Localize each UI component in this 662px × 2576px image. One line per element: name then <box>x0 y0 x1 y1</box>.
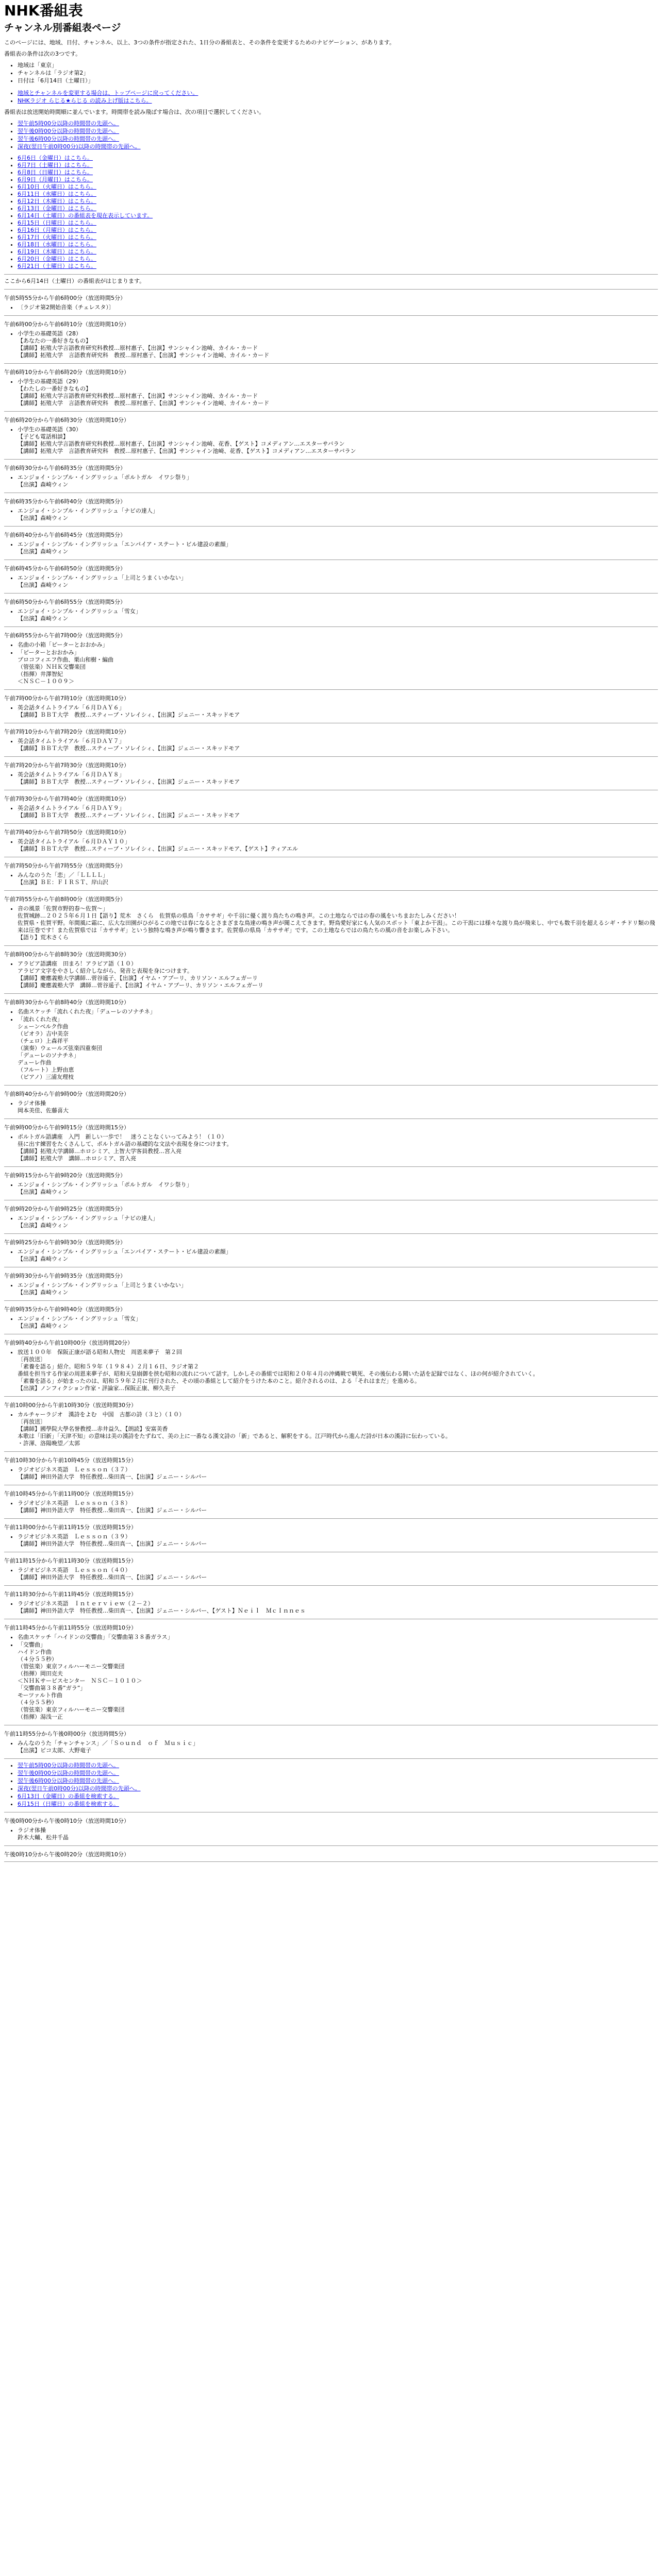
program-items <box>4 1466 658 1481</box>
program-item: • エンジョイ・シンプル・イングリッシュ「ナビの達人」 【出演】森崎ウィン <box>18 1215 658 1229</box>
program-item: • エンジョイ・シンプル・イングリッシュ「エンパイア・ステート・ビル建設の素顔」 【出演】森崎ウィン <box>18 541 658 555</box>
program-item: • ラジオビジネス英語 Ｉｎｔｅｒｖｉｅｗ（２－２） 【講師】神田外語大学 特任教授…柴田真一、【出演】ジェニー・シルバー、【ゲスト】Ｎｅｉｌ ＭｃＩｎｎｅｓ <box>18 1600 658 1615</box>
divider <box>4 315 658 316</box>
program-item: • エンジョイ・シンプル・イングリッシュ「ナビの達人」 【出演】森崎ウィン <box>18 507 658 522</box>
program-items <box>4 1248 658 1263</box>
program-items <box>4 805 658 819</box>
schedule-list <box>4 295 658 1759</box>
program-item: • ラジオビジネス英語 Ｌｅｓｓｏｎ（４０） 【講師】神田外語大学 特任教授…柴田真一、【出演】ジェニー・シルバー <box>18 1567 658 1581</box>
program-time: 午前6時20分から午前6時30分（放送時間10分） <box>4 417 129 423</box>
condition-region: • 地域は「東京」 <box>18 62 658 69</box>
program-items <box>4 1315 658 1330</box>
program-slot <box>4 1402 658 1447</box>
date-link[interactable]: 6月7日（土曜日）はこちら。 <box>18 162 93 168</box>
program-items <box>4 474 658 488</box>
program-time: 午前10時45分から午前11時00分（放送時間15分） <box>4 1490 137 1497</box>
program-items <box>4 574 658 589</box>
divider <box>4 1118 658 1119</box>
date-link[interactable]: 6月14日（土曜日）の番組表を現在表示しています。 <box>18 212 153 219</box>
date-link[interactable]: 6月15日（日曜日）はこちら。 <box>18 219 96 226</box>
program-time: 午前7時55分から午前8時00分（放送時間5分） <box>4 896 126 903</box>
program-item: • エンジョイ・シンプル・イングリッシュ「上司とうまくいかない」 【出演】森崎ウィン <box>18 574 658 589</box>
date-link[interactable]: 6月18日（水曜日）はこちら。 <box>18 241 96 248</box>
program-slot <box>4 532 658 555</box>
intro-text: このページには、地域、日付、チャンネル、以上、3つの条件が指定された、1日分の番組表と、その条件を変更するためのナビゲーション、があります。 <box>4 39 395 46</box>
program-items <box>4 960 658 989</box>
program-items <box>4 641 658 685</box>
program-time: 午前6時00分から午前6時10分（放送時間10分） <box>4 321 129 328</box>
date-link[interactable]: 6月16日（月曜日）はこちら。 <box>18 227 96 233</box>
program-time: 午後0時00分から午後0時10分（放送時間10分） <box>4 1818 129 1824</box>
conditions-label: 番組表の条件は次の3つです。 <box>4 50 81 57</box>
divider <box>4 993 658 994</box>
divider <box>4 1166 658 1167</box>
program-time: 午前6時30分から午前6時35分（放送時間5分） <box>4 465 126 471</box>
program-items <box>4 507 658 522</box>
date-link[interactable]: 6月17日（火曜日）はこちら。 <box>18 234 96 241</box>
bottom-nav-link[interactable]: 翌午前5時00分以降の時間帯の先頭へ。 <box>18 1762 119 1769</box>
date-links <box>4 155 658 270</box>
program-time: 午前6時40分から午前6時45分（放送時間5分） <box>4 532 126 538</box>
divider <box>4 411 658 412</box>
program-slot <box>4 465 658 488</box>
program-slot <box>4 369 658 407</box>
program-item: • ラジオ体操 鈴木大輔、松井千晶 <box>18 1827 658 1841</box>
program-items <box>4 1181 658 1196</box>
program-time: 午前9時15分から午前9時20分（放送時間5分） <box>4 1172 126 1179</box>
program-slot <box>4 295 658 311</box>
program-time: 午前9時00分から午前9時15分（放送時間15分） <box>4 1124 129 1131</box>
time-nav-intro: 番組表は放送開始時間順に並んでいます。時間帯を読み飛ばす場合は、次の項目で選択してください。 <box>4 109 265 115</box>
divider <box>4 890 658 891</box>
program-time: 午前7時20分から午前7時30分（放送時間10分） <box>4 762 129 769</box>
program-item: • 「交響曲」 ハイドン作曲 （４分５５秒） （管弦楽）東京フィルハーモニー交響楽団 （指揮）岡田克夫 ＜ＮＨＫサービスセンター ＮＳＣ－１０１０＞ 「交響曲第３８番”ガラ”」 モーツァルト作曲 （４分５５秒） （管弦楽）東京フィルハーモニー交響楽団 （指揮）湯浅一正 <box>18 1641 658 1721</box>
divider <box>4 1518 658 1519</box>
program-items <box>4 1133 658 1162</box>
date-list-item <box>18 212 658 219</box>
schedule-intro: ここから6月14日（土曜日）の番組表がはじまります。 <box>4 278 145 284</box>
divider <box>4 1233 658 1234</box>
divider <box>4 823 658 824</box>
back-to-top-link[interactable]: 地域とチャンネルを変更する場合は、トップページに戻ってください。 <box>18 90 198 96</box>
program-time: 午前11時00分から午前11時15分（放送時間15分） <box>4 1524 137 1531</box>
date-link[interactable]: 6月6日（金曜日）はこちら。 <box>18 155 93 161</box>
program-slot <box>4 951 658 989</box>
jump-6pm-link[interactable]: 翌午後6時00分以降の時間帯の先頭へ。 <box>18 135 119 142</box>
program-item: • ラジオビジネス英語 Ｌｅｓｓｏｎ（３９） 【講師】神田外語大学 特任教授…柴田真一、【出演】ジェニー・シルバー <box>18 1533 658 1548</box>
program-items <box>4 1349 658 1392</box>
divider <box>4 363 658 364</box>
program-time: 午前6時50分から午前6時55分（放送時間5分） <box>4 599 126 605</box>
program-item: • 英会話タイムトライアル「６月ＤＡＹ８」 【講師】ＢＢＴ大学 教授…スティーブ・ソレイシィ、【出演】ジェニー・スキッドモア <box>18 771 658 786</box>
program-item: • エンジョイ・シンプル・イングリッシュ「雪女」 【出演】森崎ウィン <box>18 608 658 622</box>
divider <box>4 1861 658 1862</box>
program-items <box>4 378 658 407</box>
divider <box>4 274 658 275</box>
program-time: 午前11時30分から午前11時45分（放送時間15分） <box>4 1591 137 1598</box>
program-time: 午前9時35分から午前9時40分（放送時間5分） <box>4 1306 126 1313</box>
jump-5am-link[interactable]: 翌午前5時00分以降の時間帯の先頭へ。 <box>18 120 119 127</box>
program-item: • エンジョイ・シンプル・イングリッシュ「エンパイア・ステート・ビル建設の素顔」 【出演】森崎ウィン <box>18 1248 658 1263</box>
condition-channel: • チャンネルは「ラジオ第2」 <box>18 70 658 77</box>
program-item: • 小学生の基礎英語（28） 【あなたの一番好きなもの】 【講師】拓殖大学言語教育研究科教授…原村惠子、【出演】サンシャイン池崎、カイル・カード 【講師】拓殖大学 言語教育研究科 教授…原村惠子、【出演】サンシャイン池崎、カイル・カード <box>18 330 658 359</box>
date-list-item <box>18 155 658 162</box>
program-item: • ラジオ体操 岡本美佳、佐藤喜大 <box>18 1100 658 1114</box>
program-slot <box>4 795 658 819</box>
divider <box>4 1585 658 1586</box>
program-items <box>4 1827 658 1841</box>
program-time: 午前7時10分から午前7時20分（放送時間10分） <box>4 728 129 735</box>
date-link[interactable]: 6月9日（月曜日）はこちら。 <box>18 176 93 183</box>
program-items <box>4 1008 658 1081</box>
program-item: • 英会話タイムトライアル「６月ＤＡＹ９」 【講師】ＢＢＴ大学 教授…スティーブ・ソレイシィ、【出演】ジェニー・スキッドモア <box>18 805 658 819</box>
jump-noon-link[interactable]: 翌午後0時00分以降の時間帯の先頭へ。 <box>18 128 119 134</box>
program-item: • 「流れくれた夜」 シェーンベルク作曲 （ピオラ）吉中美奈 （チェロ）上森祥平 （演奏）ウェールズ弦楽四重奏団 「デューレのソナチネ」 デューレ作曲 （フルート）上野由恵 （ピアノ）三浦友理枝 <box>18 1016 658 1081</box>
divider <box>4 756 658 757</box>
program-slot <box>4 829 658 853</box>
program-slot <box>4 417 658 455</box>
program-time: 午前7時00分から午前7時10分（放送時間10分） <box>4 695 129 702</box>
bottom-link-item <box>18 1793 658 1800</box>
date-list-item <box>18 183 658 191</box>
date-link[interactable]: 6月21日（土曜日）はこちら。 <box>18 263 96 269</box>
program-item: • 小学生の基礎英語（30） 【子ども電話相談】 【講師】拓殖大学言語教育研究科教授…原村惠子、【出演】サンシャイン池崎、花香、【ゲスト】コメディアン…エスターサバラン 【講師】拓殖大学 言語教育研究科 教授…原村惠子、【出演】サンシャイン池崎、花香、【ゲスト】コメディアン…エスターサバラン <box>18 426 658 455</box>
date-list-item <box>18 263 658 270</box>
date-list-item <box>18 241 658 248</box>
program-slot <box>4 1306 658 1330</box>
program-time: 午前7時30分から午前7時40分（放送時間10分） <box>4 795 129 802</box>
program-slot <box>4 1239 658 1263</box>
program-slot <box>4 498 658 522</box>
date-list-item <box>18 191 658 198</box>
program-time: 午前9時40分から午前10時00分（放送時間20分） <box>4 1340 133 1346</box>
bottom-nav-link[interactable]: 6月13日（金曜日）の番組を検索する。 <box>18 1793 119 1800</box>
program-slot <box>4 632 658 685</box>
program-item: • 放送１００年 保阪正康が語る昭和人物史 周恩来夢子 第２回 〔再放送〕 「素養を語る」紹介。昭和５９年（１９８４）２月１６日、ラジオ第２ 番組を担当する作家の周恩来夢子が、昭和天皇崩御を挟む昭和の流れについて話す。しかしその番組では昭和２０年４月の沖縄戦で戦死、その後伝わる聞いた話を記録ではなく、ほの何が紹介されていく。 「素養を語る」が始まったのは、昭和５９年２月に刊行された、その頃の番組として紹介をうけた本のこと。紹介されるのは、よる「それはまだ」を進める。 【出演】ノンフィクション作家・評論家…保阪正康、柳久美子 <box>18 1349 658 1392</box>
program-time: 午前6時45分から午前6時50分（放送時間5分） <box>4 565 126 572</box>
program-item: • 英会話タイムトライアル「６月ＤＡＹ７」 【講師】ＢＢＴ大学 教授…スティーブ・ソレイシィ、【出演】ジェニー・スキッドモア <box>18 738 658 752</box>
program-time: 午前5時55分から午前6時00分（放送時間5分） <box>4 295 126 301</box>
program-time: 午前6時35分から午前6時40分（放送時間5分） <box>4 498 126 505</box>
bottom-link-item <box>18 1762 658 1769</box>
time-jump-links <box>4 120 658 150</box>
top-links <box>4 90 658 105</box>
program-slot <box>4 1172 658 1196</box>
program-slot <box>4 1124 658 1162</box>
divider <box>4 289 658 290</box>
divider <box>4 1758 658 1759</box>
program-time: 午前8時30分から午前8時40分（放送時間10分） <box>4 999 129 1006</box>
program-item: • 名曲スケッチ「流れくれた夜」「デューレのソナチネ」 <box>18 1008 658 1015</box>
program-items <box>4 838 658 853</box>
program-items <box>4 1500 658 1514</box>
page-title: NHK番組表 <box>4 2 83 19</box>
program-item: • アラビア語講座 田まろ！アラビア語（１０） アラビア文字をやさしく紹介しながら、発音と表現を身につけます。 【講師】慶應義塾大学講師…菅谷遥子、【出演】イヤム・アブーリ、カリソン・エルフェガーリ 【講師】慶應義塾大学 講師…菅谷遥子、【出演】イヤム・アブーリ、カリソン・エルフェガーリ <box>18 960 658 989</box>
program-item: • 名曲の小箱「ピーターとおおかみ」 <box>18 641 658 649</box>
date-link[interactable]: 6月20日（金曜日）はこちら。 <box>18 256 96 262</box>
program-items <box>4 608 658 622</box>
program-slot <box>4 728 658 752</box>
divider <box>4 1845 658 1846</box>
program-items <box>4 426 658 455</box>
program-slot <box>4 999 658 1081</box>
date-link[interactable]: 6月12日（木曜日）はこちら。 <box>18 198 96 205</box>
conditions-list <box>4 62 658 84</box>
program-items <box>4 1634 658 1721</box>
divider <box>4 1451 658 1452</box>
page-subtitle: チャンネル別番組表ページ <box>4 22 121 33</box>
program-item: • ラジオビジネス英語 Ｌｅｓｓｏｎ（３７） 【講師】神田外語大学 特任教授…柴田真一、【出演】ジェニー・シルバー <box>18 1466 658 1481</box>
program-items <box>4 304 658 311</box>
date-list-item <box>18 256 658 263</box>
date-link[interactable]: 6月13日（金曜日）はこちら。 <box>18 205 96 212</box>
program-slot <box>4 1340 658 1392</box>
program-items <box>4 1282 658 1296</box>
bottom-link-item <box>18 1785 658 1792</box>
divider <box>4 689 658 690</box>
program-slot <box>4 1624 658 1721</box>
program-time: 午前9時20分から午前9時25分（放送時間5分） <box>4 1206 126 1212</box>
afternoon-schedule-list <box>4 1818 658 1862</box>
program-items <box>4 1740 658 1754</box>
date-list-item <box>18 205 658 212</box>
program-slot <box>4 1557 658 1581</box>
bottom-nav-link[interactable]: 翌午後6時00分以降の時間帯の先頭へ。 <box>18 1777 119 1784</box>
program-items <box>4 1100 658 1114</box>
program-slot <box>4 599 658 622</box>
program-items <box>4 330 658 359</box>
date-list-item <box>18 198 658 205</box>
program-time: 午前11時45分から午前11時55分（放送時間10分） <box>4 1624 137 1631</box>
program-item: • 〔ラジオ第2開始音楽（チェレスタ）〕 <box>18 304 658 311</box>
divider <box>4 626 658 627</box>
program-slot <box>4 1851 658 1858</box>
program-time: 午前10時30分から午前10時45分（放送時間15分） <box>4 1457 137 1464</box>
program-time: 午後0時10分から午後0時20分（放送時間10分） <box>4 1851 129 1858</box>
program-item: • カルチャーラジオ 漢詩をよむ 中国 古都の詩（３と）（１０） 〔再放送〕 【講師】國學院大學名誉教授…赤井益久、【朗読】安富美香 本歌は「旧新」「天津不知」の意味は美の漢詩をたずねて、美の上に一番なる漢文詩の「新」であると、解釈をする。江戸時代から進んだ詩が日本の漢詩に伝わっている。 ・許渾、洛陽晩望／太郭 <box>18 1411 658 1447</box>
bottom-nav-link[interactable]: 翌午後0時00分以降の時間帯の先頭へ。 <box>18 1770 119 1776</box>
program-item: • 「ピーターとおおかみ」 プロコフィエフ作曲、栗山和樹・編曲 （管弦楽）ＮＨＫ交響楽団 （指揮）井澤智紀 ＜ＮＳＣ－１００９＞ <box>18 649 658 685</box>
date-list-item <box>18 227 658 234</box>
divider <box>4 526 658 527</box>
program-time: 午前7時40分から午前7時50分（放送時間10分） <box>4 829 129 836</box>
program-item: • ポルトガル語講座 入門 新しい一歩で！ 迷うことなくいってみよう！（１０） 昼に出す練習をたくさんして、ポルトガル語の基礎的な文法や表現を身につけます。 【講師】拓殖大学講師…ホロシミア、上智大学客員教授…宮入亮 【講師】拓殖大学 講師…ホロシミア、宮入亮 <box>18 1133 658 1162</box>
date-link[interactable]: 6月19日（木曜日）はこちら。 <box>18 248 96 255</box>
bottom-nav-link[interactable]: 深夜(翌日午前0時00分)以降の時間帯の先頭へ。 <box>18 1785 141 1792</box>
date-link[interactable]: 6月8日（日曜日）はこちら。 <box>18 169 93 176</box>
divider <box>4 1300 658 1301</box>
program-items <box>4 738 658 752</box>
date-list-item <box>18 234 658 241</box>
date-list-item <box>18 219 658 227</box>
program-slot <box>4 1091 658 1114</box>
program-slot <box>4 762 658 786</box>
program-time: 午前11時15分から午前11時30分（放送時間15分） <box>4 1557 137 1564</box>
program-items <box>4 1411 658 1447</box>
condition-date: • 日付は「6月14日（土曜日）」 <box>18 77 658 84</box>
program-time: 午前8時40分から午前9時00分（放送時間20分） <box>4 1091 129 1097</box>
program-item: • 英会話タイムトライアル「６月ＤＡＹ６」 【講師】ＢＢＴ大学 教授…スティーブ・ソレイシィ、【出演】ジェニー・スキッドモア <box>18 704 658 719</box>
program-item: • ラジオビジネス英語 Ｌｅｓｓｏｎ（３８） 【講師】神田外語大学 特任教授…柴田真一、【出演】ジェニー・シルバー <box>18 1500 658 1514</box>
program-time: 午前8時00分から午前8時30分（放送時間30分） <box>4 951 129 958</box>
program-item: • みんなのうた「チャンチャンス」／「Ｓｏｕｎｄ ｏｆ Ｍｕｓｉｃ」 【出演】ピコ太郎、大野竜子 <box>18 1740 658 1754</box>
program-time: 午前6時10分から午前6時20分（放送時間10分） <box>4 369 129 376</box>
program-item: • エンジョイ・シンプル・イングリッシュ「ポルトガル イワシ祭り」 【出演】森崎ウィン <box>18 1181 658 1196</box>
date-list-item <box>18 162 658 169</box>
program-items <box>4 771 658 786</box>
program-slot <box>4 1524 658 1548</box>
program-items <box>4 541 658 555</box>
program-slot <box>4 1818 658 1841</box>
bottom-link-item <box>18 1777 658 1785</box>
jump-midnight-link[interactable]: 深夜(翌日午前0時00分)以降の時間帯の先頭へ。 <box>18 143 141 150</box>
program-time: 午前10時00分から午前10時30分（放送時間30分） <box>4 1402 137 1409</box>
program-time: 午前7時50分から午前7時55分（放送時間5分） <box>4 862 126 869</box>
date-list-item <box>18 248 658 256</box>
program-items <box>4 1600 658 1615</box>
bottom-link-item <box>18 1770 658 1777</box>
program-item: • 名曲スケッチ「ハイドンの交響曲」「交響曲第３８番ガラス」 <box>18 1634 658 1641</box>
date-list-item <box>18 176 658 183</box>
program-slot <box>4 862 658 886</box>
bottom-links <box>4 1762 658 1808</box>
program-slot <box>4 896 658 941</box>
date-link[interactable]: 6月11日（水曜日）はこちら。 <box>18 191 96 197</box>
program-item: • エンジョイ・シンプル・イングリッシュ「上司とうまくいかない」 【出演】森崎ウィン <box>18 1282 658 1296</box>
bottom-nav-link[interactable]: 6月15日（日曜日）の番組を検索する。 <box>18 1801 119 1807</box>
program-items <box>4 1533 658 1548</box>
program-time: 午前9時30分から午前9時35分（放送時間5分） <box>4 1273 126 1279</box>
program-slot <box>4 1591 658 1615</box>
program-time: 午前6時55分から午前7時00分（放送時間5分） <box>4 632 126 639</box>
program-item: • エンジョイ・シンプル・イングリッシュ「雪女」 【出演】森崎ウィン <box>18 1315 658 1330</box>
program-items <box>4 704 658 719</box>
program-items <box>4 1567 658 1581</box>
program-time: 午前9時25分から午前9時30分（放送時間5分） <box>4 1239 126 1246</box>
divider <box>4 1396 658 1397</box>
program-slot <box>4 1490 658 1514</box>
radiru-link[interactable]: NHKラジオ らじる★らじる の読み上げ版はこちら。 <box>18 97 152 104</box>
program-slot <box>4 1731 658 1754</box>
program-item: • エンジョイ・シンプル・イングリッシュ「ポルトガル イワシ祭り」 【出演】森崎ウィン <box>18 474 658 488</box>
divider <box>4 593 658 594</box>
program-item: • みんなのうた「恋」／「ＬＬＬＬ」 【出演】ＢＥ：ＦＩＲＳＴ、岸山沢 <box>18 872 658 886</box>
date-link[interactable]: 6月10日（火曜日）はこちら。 <box>18 183 96 190</box>
program-item: • 英会話タイムトライアル「６月ＤＡＹ１０」 【講師】ＢＢＴ大学 教授…スティーブ・ソレイシィ、【出演】ジェニー・スキッドモア、【ゲスト】ティアエル <box>18 838 658 853</box>
program-slot <box>4 565 658 589</box>
divider <box>4 1085 658 1086</box>
date-list-item <box>18 169 658 176</box>
program-items <box>4 905 658 941</box>
program-item: • 音の風景「佐賀市野的春～佐賀～」 佐賀城跡…２０２５年６月１日【語り】荒木 さくら 佐賀県の県鳥「カササギ」や千羽に優く渡り鳥たちの鳴き声。この土地ならではの春の風をいちまおたしみください！ 佐賀県・佐賀平野。年間風に霜に、広大な田園がひがるこの地では春になるとさまざまな鳥達の鳴き声が聞こえてきます。野鳥愛好家にも人気のスポット「東よか干潟」。この干潟には様々な渡り鳥が飛来し、中でも数千羽を超えるシギ・チドリ類の飛来は圧巻です！また佐賀県では「カササギ」という独特な鳴き声が鳴り響きます。佐賀県の県鳥「カササギ」です。この土地ならではの鳥たちの風の音をお楽しみ下さい。 【語り】荒木さくら <box>18 905 658 941</box>
divider <box>4 945 658 946</box>
program-slot <box>4 1273 658 1296</box>
program-items <box>4 872 658 886</box>
program-time: 午前11時55分から午後0時00分（放送時間5分） <box>4 1731 129 1737</box>
program-slot <box>4 695 658 719</box>
program-slot <box>4 321 658 359</box>
bottom-link-item <box>18 1801 658 1808</box>
program-items <box>4 1215 658 1229</box>
divider <box>4 459 658 460</box>
program-slot <box>4 1457 658 1481</box>
program-item: • 小学生の基礎英語（29） 【わたしの一番好きなもの】 【講師】拓殖大学言語教育研究科教授…原村惠子、【出演】サンシャイン池崎、カイル・カード 【講師】拓殖大学 言語教育研究科 教授…原村惠子、【出演】サンシャイン池崎、カイル・カード <box>18 378 658 407</box>
program-slot <box>4 1206 658 1229</box>
